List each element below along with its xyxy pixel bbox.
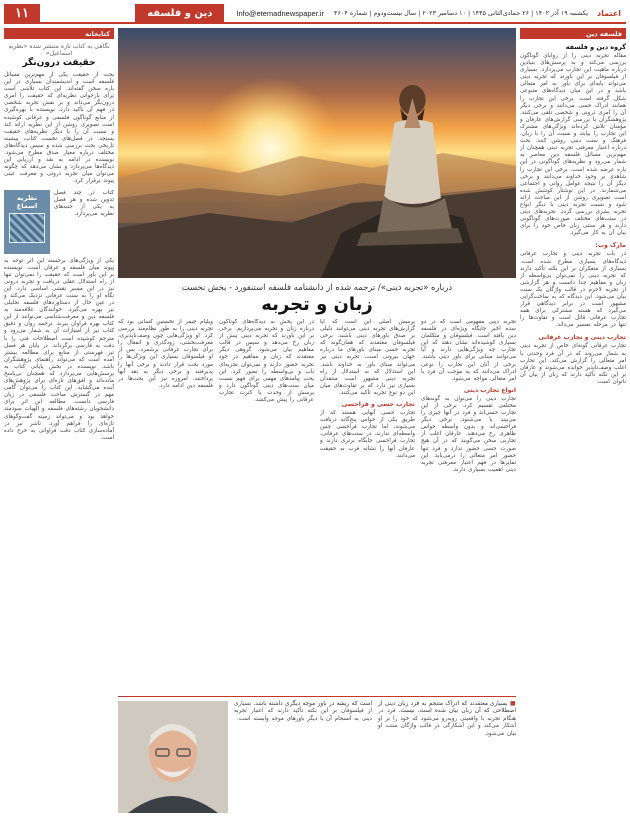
section-title: دین و فلسفه	[135, 4, 224, 22]
left-column-tag: کتابخانه	[4, 28, 114, 39]
page-header	[4, 4, 626, 24]
article-col-2-text: پرسش اصلی این است که آیا گزارش‌های تجربه دینی می‌توانند دلیلی بر صدق باورهای دینی باشند. برخی فیلسوفان معتقدند که همان‌گونه که تجربه حسی مبنای باورهای ما درباره جهان بیرونی است، تجربه دینی نیز می‌تواند مبنای باور به خداوند باشد. این استدلال که به استدلال از راه تجربه دینی مشهور است منتقدان بسیاری نیز دارد که بر تفاوت‌های میان این دو نوع تجربه تأکید می‌کنند.	[320, 319, 415, 396]
article-col-4	[118, 319, 213, 699]
issue-line: یکشنبه ۱۹ آذر ۱۴۰۲ | ۲۶ جمادی‌الثانی ۱۴۴۵ | ۱۰ دسامبر ۲۰۲۳ | سال بیست‌ودوم | شماره ۴۶۰۴	[334, 9, 588, 17]
article-bottom	[118, 696, 516, 816]
contact-email[interactable]: Info@etemadnewspaper.ir	[236, 8, 325, 18]
article-col-2	[320, 319, 415, 699]
pull-quote-left	[234, 701, 372, 816]
pull-quote-right	[378, 701, 516, 816]
article-col-4-text: ویلیام جیمز از نخستین کسانی بود که تجربه دینی را به طور نظام‌مند بررسی کرد. او ویژگی‌هایی چون وصف‌ناپذیری، معرفت‌بخشی، زودگذری و انفعال را برای تجارب عرفانی برشمرد. پس از او فیلسوفان بسیاری این ویژگی‌ها را مورد بحث قرار دادند و برخی آنها را پذیرفتند و برخی دیگر به نقد آنها پرداختند. امروزه نیز این بحث‌ها در فلسفه دین ادامه دارد.	[118, 319, 213, 389]
left-column-text-2: یکی از ویژگی‌های برجسته این اثر توجه به پیوند میان فلسفه و عرفان است. نویسنده بر این باور است که حقیقت را نمی‌توان تنها از راه استدلال عقلی دریافت و تجربه درونی نیز در این مسیر نقشی اساسی دارد. این نگاه او را به سنت عرفانی نزدیک می‌کند و در عین حال از دستاوردهای فلسفه تحلیلی نیز بهره می‌گیرد. خوانندگان علاقه‌مند به فلسفه دین و معرفت‌شناسی می‌توانند از این کتاب بهره فراوان ببرند. ترجمه روان و دقیق کتاب نیز از امتیازات آن به شمار می‌رود و مترجم کوشیده است اصطلاحات فنی را با دقت به فارسی برگرداند. در پایان هر فصل نیز فهرستی از منابع برای مطالعه بیشتر آمده است که می‌تواند راهنمای پژوهشگران باشد. نویسنده در بخش پایانی کتاب به پرسش‌هایی می‌پردازد که همچنان بی‌پاسخ مانده‌اند و افق‌های تازه‌ای برای پژوهش‌های آینده می‌گشاید. این کتاب را می‌توان گامی مهم در گسترش مباحث فلسفی در زبان فارسی دانست. مطالعه این اثر برای دانشجویان رشته‌های فلسفه و الهیات سودمند خواهد بود و می‌تواند زمینه گفت‌وگوهای تازه‌ای را فراهم آورد. ناشر نیز در آماده‌سازی کتاب دقت فراوانی به خرج داده است.	[4, 257, 114, 441]
article-col-1	[421, 319, 516, 699]
right-column-text-2: در باب تجربه دینی و تجارب عرفانی دیدگاه‌های بسیاری مطرح شده است. بسیاری از متفکران بر این نکته تأکید دارند که تجربه دینی را نمی‌توان بی‌واسطه از زبان و مفاهیم جدا دانست و هر گزارشی از تجربه لاجرم در قالب واژگان یک سنت بیان می‌شود. این دیدگاه که به ساخت‌گرایی مشهور است در برابر دیدگاهی قرار می‌گیرد که هسته مشترکی برای همه تجارب عرفانی قائل است و تفاوت‌ها را تنها در مرحله تفسیر می‌داند.	[520, 251, 626, 329]
article-col-3-text: در این بخش به دیدگاه‌های گوناگون درباره زبان و تجربه می‌پردازیم. برخی بر این باورند که تجربه دینی پیش از زبان رخ می‌دهد و سپس در قالب مفاهیم بیان می‌شود. گروهی دیگر معتقدند که زبان و مفاهیم در خود تجربه حضور دارند و نمی‌توان تجربه‌ای ناب و بی‌واسطه را تصور کرد. این بحث پیامدهای مهمی برای فهم نسبت میان سنت‌های دینی گوناگون دارد و پرسش از وحدت یا کثرت تجارب عرفانی را پیش می‌کشد.	[219, 319, 314, 404]
quote-bullet-icon: ■	[507, 701, 516, 707]
left-column-text: بحث از حقیقت یکی از مهم‌ترین مسائل فلسفه است و اندیشمندان بسیاری در این باره سخن گفته‌اند. این کتاب تلاشی است برای بازخوانی نظریه‌ای که حقیقت را امری درون‌نگر می‌داند و بر نقش تجربه شخصی در فهم آن تأکید دارد. نویسنده با بهره‌گیری از منابع گوناگون فلسفی و عرفانی کوشیده است تصویری روشن از این نظریه ارائه کند و نسبت آن را با دیگر نظریه‌های حقیقت بسنجد. در فصل‌های نخست کتاب، پیشینه تاریخی بحث بررسی شده و سپس دیدگاه‌های مختلف درباره معیار صدق مطرح می‌شود. نویسنده در ادامه به نقد و ارزیابی این دیدگاه‌ها می‌پردازد و نشان می‌دهد که چگونه می‌توان میان تجربه درونی و معرفت عینی پیوند برقرار کرد.	[4, 72, 114, 185]
author-portrait-illustration	[118, 701, 228, 813]
main-article	[118, 28, 516, 816]
article-col-1-text-2: تجارب دینی را می‌توان به گونه‌های مختلفی تقسیم کرد. برخی از این تجارب حسی‌اند و فرد در آنها چیزی را می‌بیند یا می‌شنود. برخی دیگر فراحسی‌اند و بدون واسطه حواس ظاهری رخ می‌دهند. عارفان اغلب از تجاربی سخن می‌گویند که در آن هیچ صورت حسی حضور ندارد و فرد تنها حضور امر متعالی را درمی‌یابد. این تمایزها در فهم اعتبار معرفتی تجربه دینی اهمیت بسیاری دارند.	[421, 395, 516, 473]
article-subhead-2: تجارب حسی و فراحسی	[341, 401, 415, 409]
article-kicker: درباره «تجربه دینی»/ ترجمه شده از دانشنامه فلسفه استنفورد - بخش نخست	[181, 282, 453, 292]
article-col-2-text-2: تجارب حسی آنهایی هستند که از طریق یکی از حواس پنج‌گانه دریافت می‌شوند، اما تجارب فراحسی چنین واسطه‌ای ندارند. در سنت‌های عرفانی، تجارب فراحسی جایگاه برتری دارند و عارفان آنها را نشانه قرب به حقیقت می‌دانند.	[320, 410, 415, 459]
book-cover	[4, 190, 50, 254]
article-title: زبان و تجربه	[261, 294, 373, 315]
article-col-3	[219, 319, 314, 699]
author-portrait	[118, 701, 228, 813]
right-column-redhead-1: مارک وب:	[595, 242, 626, 250]
page-number: ۱۱	[4, 4, 40, 22]
left-column-title: حقیقت درون‌نگر	[22, 58, 96, 68]
hero-image	[118, 28, 516, 278]
right-column	[520, 28, 626, 816]
book-cover-title: نظریه اسماع	[16, 193, 38, 210]
pull-quote-right-text: بسیاری معتقدند که ادراک متنجم به فرد زبان دینی از اصطلاحی که آن زبان بیان شده است، نیست.	[378, 701, 516, 715]
book-feature	[4, 190, 114, 254]
right-column-text-3: تجارب عرفانی گونه‌ای خاص از تجربه دینی به شمار می‌روند که در آن فرد وحدتی با امر متعالی را گزارش می‌کند. این تجارب اغلب وصف‌ناپذیر خوانده می‌شوند و عارفان بر این نکته تأکید دارند که زبان از بیان آن ناتوان است.	[520, 343, 626, 385]
article-body	[118, 319, 516, 699]
right-column-subhead: گروه دین و فلسفه	[565, 43, 626, 51]
article-col-1-text: تجربه دینی مفهومی است که در دو سده اخیر جایگاه ویژه‌ای در فلسفه دین یافته است. فیلسوفان و متکلمان بسیاری کوشیده‌اند نشان دهند که این تجارب چه ویژگی‌هایی دارند و آیا می‌توانند مبنایی برای باور دینی باشند. برخی از آنان این تجارب را نوعی ادراک می‌دانند که به موجب آن فرد با امر متعالی مواجه می‌شود.	[421, 319, 516, 382]
right-column-redhead-2: تجارب دینی و تجارب عرفانی	[538, 334, 626, 342]
right-column-tag: فلسفه دین	[520, 28, 626, 39]
pull-quote-right-extra: فرد در هنگام تجربه با واقعیتی روبه‌رو می‌شود که خود را بر او آشکار می‌کند و این آشکارگی در قالب واژگان سنت او بیان می‌شود.	[378, 708, 516, 737]
newspaper-logo: اعتماد	[597, 8, 621, 18]
book-side-text: کتاب در چند فصل تدوین شده و هر فصل به یکی از جنبه‌های نظریه می‌پردازد.	[54, 189, 114, 217]
left-column-kicker: نگاهی به کتاب تازه منتشر شده «نظریه اسماعیل»	[8, 43, 110, 57]
pull-quote-left-text: است که ریشه در باور موجه دیگری داشته باشد.	[253, 701, 372, 707]
right-column-text: مقاله تجربه دینی را از زوایای گوناگون بررسی می‌کند و به پرسش‌های بنیادین درباره ماهیت این تجارب می‌پردازد. بسیاری از فیلسوفان بر این باورند که تجربه دینی می‌تواند پایه‌ای برای باور به امر متعالی باشد و در این میان دیدگاه‌های متنوعی شکل گرفته است. برخی این تجارب را همانند ادراک حسی می‌دانند و برخی دیگر آن را امری درونی و شخصی تلقی می‌کنند. پژوهشگران با بررسی گزارش‌های عارفان و مؤمنان تلاش کرده‌اند ویژگی‌های مشترک این تجارب را بیابند و نسبت آن را با زبان، فرهنگ و سنت دینی روشن کنند. بحث درباره اعتبار معرفتی تجربه دینی همچنان از مهم‌ترین مسائل فلسفه دین معاصر به شمار می‌رود و نظریه‌های گوناگونی در این باره عرضه شده است. برخی این تجارب را شاهدی بر وجود خداوند می‌دانند و برخی دیگر آن را نتیجه عوامل روانی و اجتماعی می‌شمارند. در این نوشتار کوشش شده است تصویری روشن از این مباحث ارائه شود و نسبت تجربه دینی با دیگر انواع تجربه بشری بررسی گردد. تجربه‌های دینی در سنت‌های مختلف صورت‌های گوناگونی دارند و هر سنتی زبان خاص خود را برای بیان آن به کار می‌گیرد.	[520, 53, 626, 237]
pull-quote-left-extra: بسیاری از فیلسوفان بر این نکته تأکید دارند که اعتبار تجربه دینی به انسجام آن با دیگر باورهای موجه وابسته است.	[234, 701, 372, 722]
book-cover-pattern	[9, 213, 45, 243]
left-column	[4, 28, 114, 816]
hero-image-illustration	[118, 28, 516, 278]
article-subhead-1: انواع تجارب دینی	[463, 386, 516, 394]
